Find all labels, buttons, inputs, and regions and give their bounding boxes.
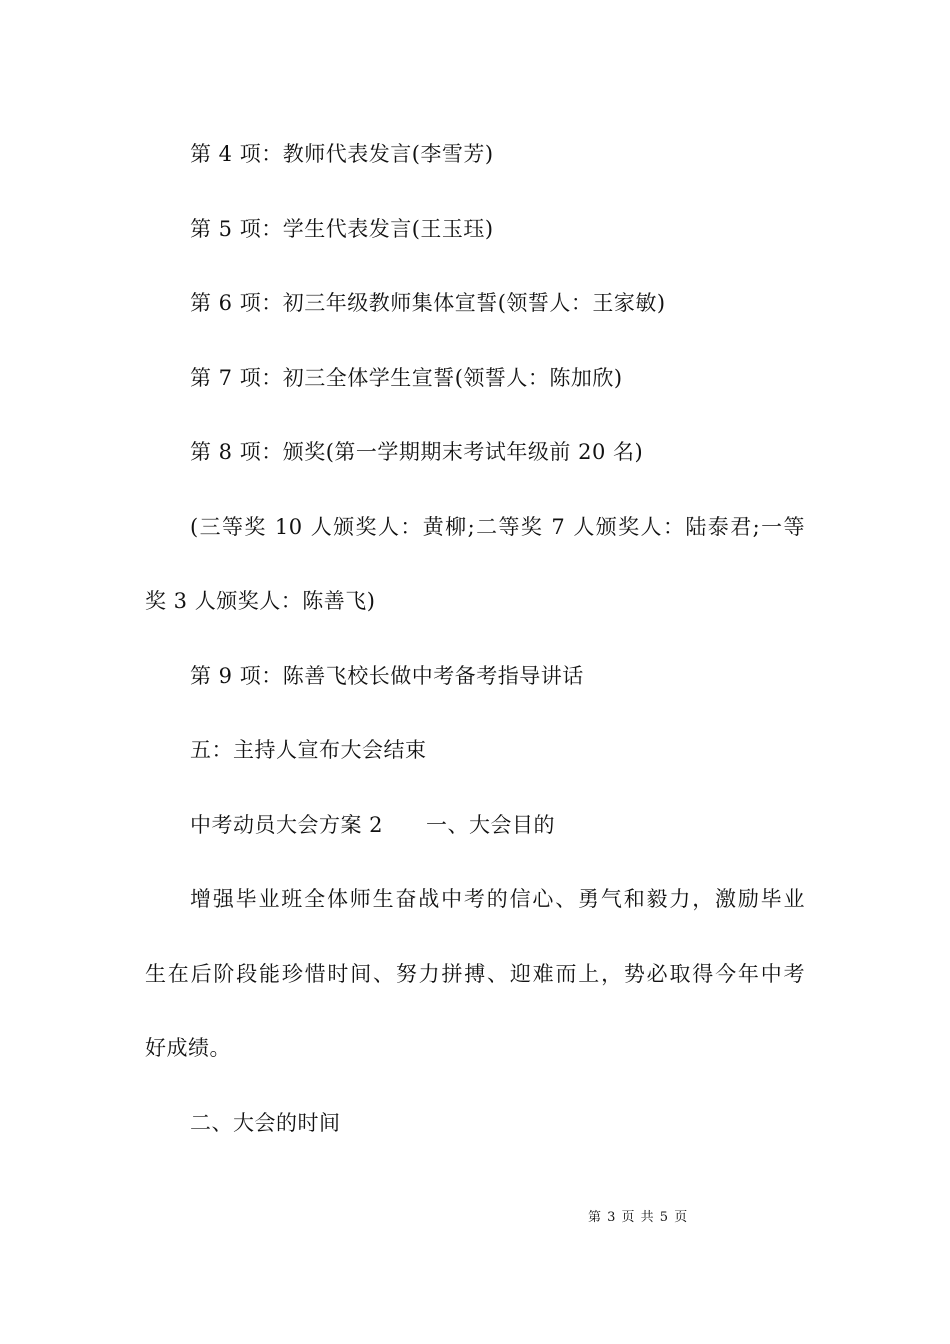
plan-2-heading: 中考动员大会方案 2 一、大会目的 [190, 813, 556, 837]
section-five-heading: 五：主持人宣布大会结束 [190, 738, 427, 762]
purpose-text-line-3: 好成绩。 [145, 1036, 231, 1060]
time-section-heading: 二、大会的时间 [190, 1111, 341, 1135]
award-details-line-1: (三等奖 10 人颁奖人：黄柳;二等奖 7 人颁奖人：陆泰君;一等 [190, 515, 805, 539]
agenda-item-8: 第 8 项：颁奖(第一学期期末考试年级前 20 名) [190, 440, 644, 464]
purpose-text-line-1: 增强毕业班全体师生奋战中考的信心、勇气和毅力，激励毕业 [190, 887, 805, 911]
purpose-text-line-2: 生在后阶段能珍惜时间、努力拼搏、迎难而上，势必取得今年中考 [145, 962, 805, 986]
agenda-item-5: 第 5 项：学生代表发言(王玉珏) [190, 217, 494, 241]
award-details-line-2: 奖 3 人颁奖人：陈善飞) [145, 589, 376, 613]
page-number-footer: 第 3 页 共 5 页 [588, 1210, 689, 1225]
agenda-item-6: 第 6 项：初三年级教师集体宣誓(领誓人：王家敏) [190, 291, 666, 315]
agenda-item-9: 第 9 项：陈善飞校长做中考备考指导讲话 [190, 664, 584, 688]
agenda-item-7: 第 7 项：初三全体学生宣誓(领誓人：陈加欣) [190, 366, 623, 390]
agenda-item-4: 第 4 项：教师代表发言(李雪芳) [190, 142, 494, 166]
